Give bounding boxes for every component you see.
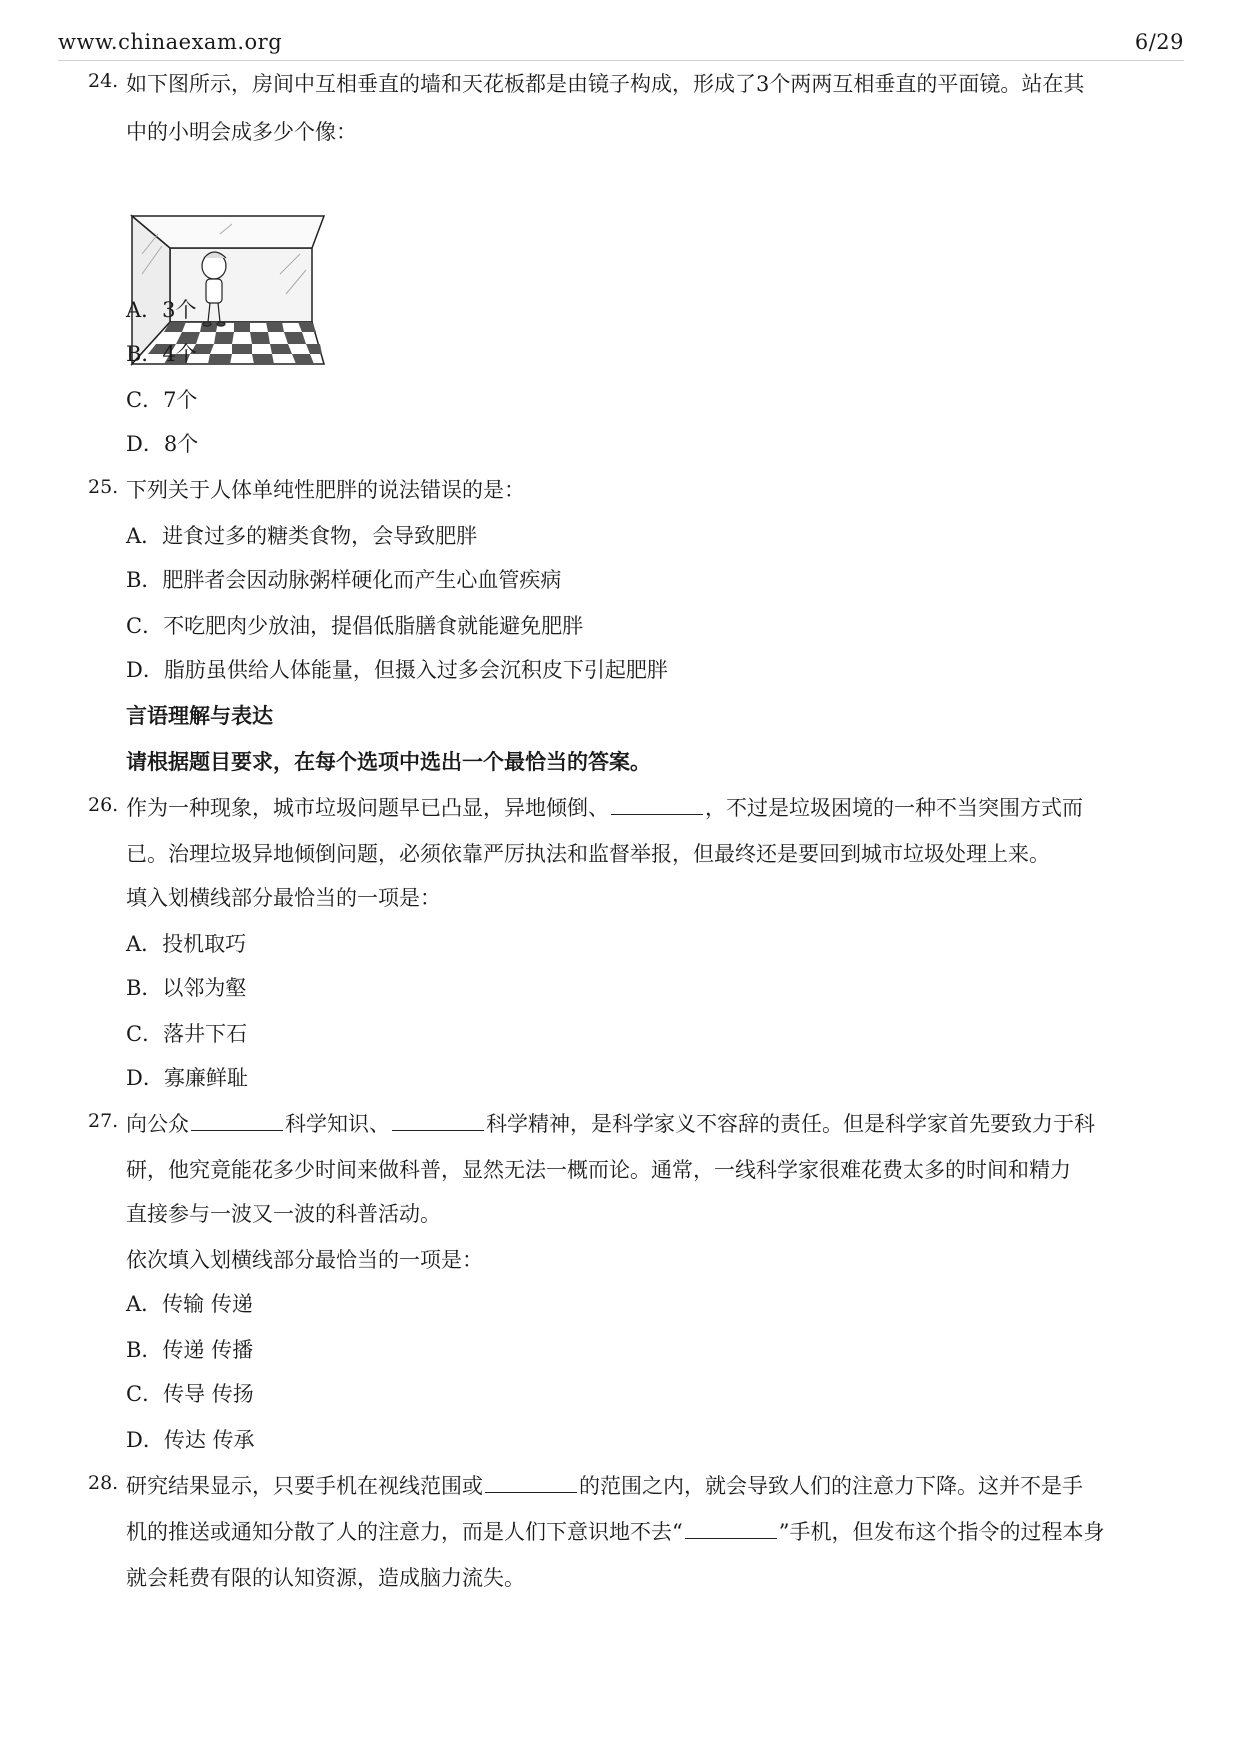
- fill-blank: [485, 1472, 577, 1493]
- question-number: 27.: [88, 1110, 119, 1132]
- question-text: 已。治理垃圾异地倾倒问题，必须依靠严厉执法和监督举报，但最终还是要回到城市垃圾处理上来。: [126, 842, 1050, 866]
- option-b[interactable]: B．以邻为壑: [126, 976, 247, 1000]
- option-b[interactable]: B．4个: [126, 342, 197, 366]
- option-d[interactable]: D．8个: [126, 432, 199, 456]
- question-text: 就会耗费有限的认知资源，造成脑力流失。: [126, 1566, 525, 1590]
- question-prompt: 依次填入划横线部分最恰当的一项是：: [126, 1248, 483, 1272]
- option-c[interactable]: C．不吃肥肉少放油，提倡低脂膳食就能避免肥胖: [126, 614, 584, 638]
- question-number: 24.: [88, 70, 119, 92]
- question-text: 如下图所示，房间中互相垂直的墙和天花板都是由镜子构成，形成了3个两两互相垂直的平面镜。站在其: [126, 72, 1085, 96]
- question-text: 机的推送或通知分散了人的注意力，而是人们下意识地不去“ ”手机，但发布这个指令的过程本身: [126, 1520, 1105, 1544]
- option-a[interactable]: A．进食过多的糖类食物，会导致肥胖: [126, 524, 478, 548]
- question-text: 作为一种现象，城市垃圾问题早已凸显，异地倾倒、 ，不过是垃圾困境的一种不当突围方式而: [126, 796, 1083, 820]
- question-text: 下列关于人体单纯性肥胖的说法错误的是：: [126, 478, 525, 502]
- option-d[interactable]: D．传达 传承: [126, 1428, 255, 1452]
- fill-blank: [392, 1110, 484, 1131]
- question-number: 25.: [88, 476, 119, 498]
- option-c[interactable]: C．7个: [126, 388, 198, 412]
- fill-blank: [611, 794, 703, 815]
- question-prompt: 填入划横线部分最恰当的一项是：: [126, 886, 441, 910]
- question-text: 研究结果显示，只要手机在视线范围或 的范围之内，就会导致人们的注意力下降。这并不是手: [126, 1474, 1083, 1498]
- option-a[interactable]: A．传输 传递: [126, 1292, 253, 1316]
- question-number: 26.: [88, 794, 119, 816]
- option-a[interactable]: A．投机取巧: [126, 932, 247, 956]
- section-title: 言语理解与表达: [126, 703, 273, 728]
- question-text: 中的小明会成多少个像：: [126, 120, 357, 144]
- page-number: 6/29: [1134, 30, 1184, 54]
- fill-blank: [191, 1110, 283, 1131]
- question-text: 向公众 科学知识、 科学精神，是科学家义不容辞的责任。但是科学家首先要致力于科: [126, 1112, 1095, 1136]
- option-c[interactable]: C．落井下石: [126, 1022, 248, 1046]
- option-a[interactable]: A．3个: [126, 298, 197, 322]
- question-text: 研，他究竟能花多少时间来做科普，显然无法一概而论。通常，一线科学家很难花费太多的时间和精力: [126, 1158, 1071, 1182]
- site-url: www.chinaexam.org: [58, 30, 283, 54]
- section-instruction: 请根据题目要求，在每个选项中选出一个最恰当的答案。: [126, 749, 651, 774]
- option-c[interactable]: C．传导 传扬: [126, 1382, 254, 1406]
- question-text: 直接参与一波又一波的科普活动。: [126, 1202, 441, 1226]
- option-d[interactable]: D．寡廉鲜耻: [126, 1066, 248, 1090]
- option-b[interactable]: B．肥胖者会因动脉粥样硬化而产生心血管疾病: [126, 568, 562, 592]
- question-number: 28.: [88, 1472, 119, 1494]
- option-b[interactable]: B．传递 传播: [126, 1338, 254, 1362]
- page-header: [58, 30, 1184, 61]
- option-d[interactable]: D．脂肪虽供给人体能量，但摄入过多会沉积皮下引起肥胖: [126, 658, 668, 682]
- fill-blank: [685, 1518, 777, 1539]
